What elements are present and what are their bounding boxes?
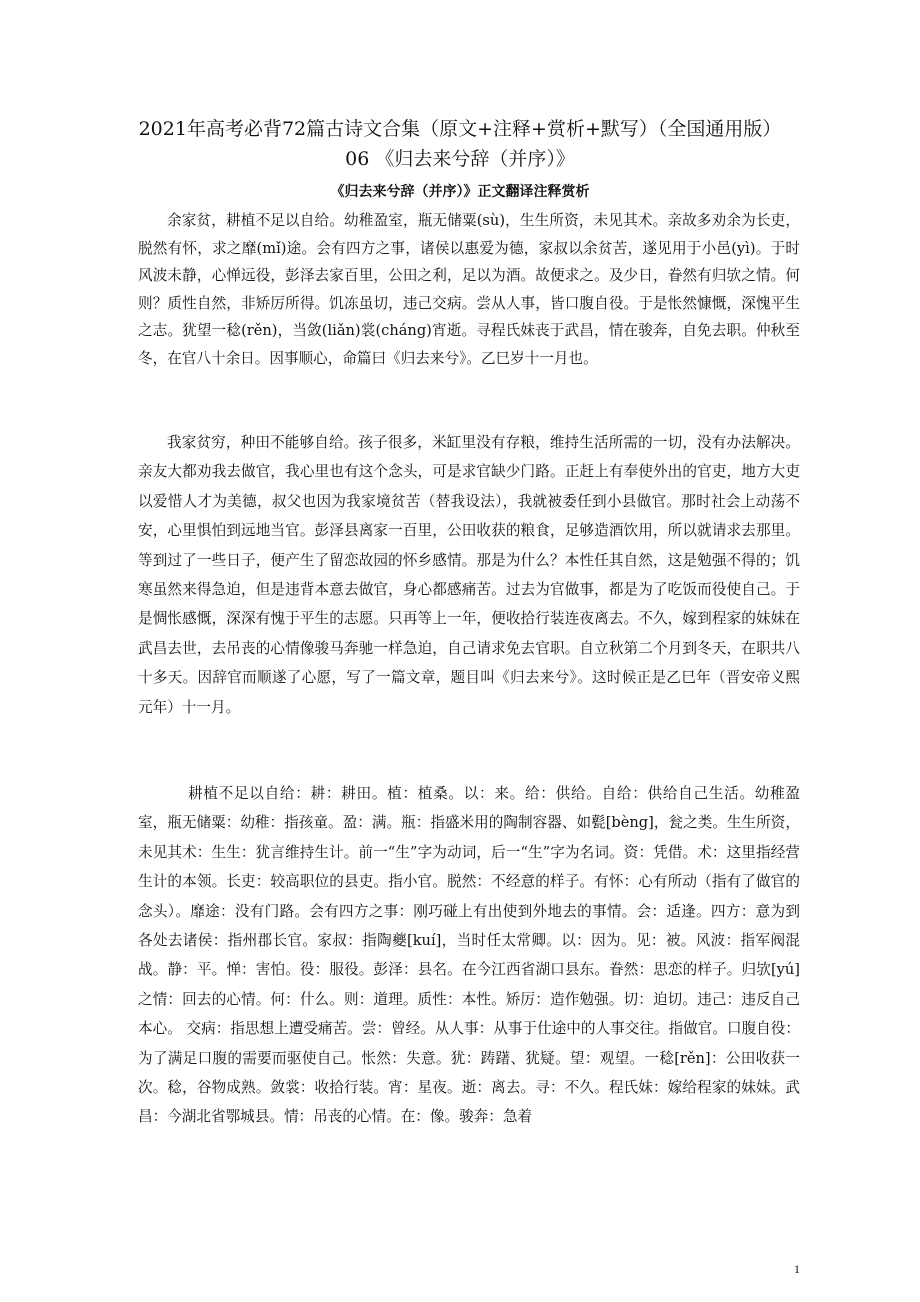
notes-paragraph: 耕植不足以自给：耕：耕田。植：植桑。以：来。给：供给。自给：供给自己生活。幼稚盈室，瓶无储粟：幼稚：指孩童。盈：满。瓶：指盛米用的陶制容器、如甏[bèng]，瓮之类。生生所资，未见其术：生生：犹言维持生计。前一“生”字为动词，后一“生”字为名词。资：凭借。术：这里指经营生计的本领。长吏：较高职位的县吏。指小官。脱然：不经意的样子。有怀：心有所动（指有了做官的念头）。靡途：没有门路。会有四方之事：刚巧碰上有出使到外地去的事情。会：适逢。四方：意为到各处去诸侯：指州郡长官。家叔：指陶夔[kuí]，当时任太常卿。以：因为。见：被。风波：指军阀混战。静：平。惮：害怕。役：服役。彭泽：县名。在今江西省湖口县东。眷然：思恋的样子。归欤[yú]之情：回去的心情。何：什么。则：道理。质性：本性。矫厉：造作勉强。切：迫切。违己：违反自己本心。 交病：指思想上遭受痛苦。尝：曾经。从人事：从事于仕途中的人事交往。指做官。口腹自役：为了满足口腹的需要而驱使自己。怅然：失意。犹：踌躇、犹疑。望：观望。一稔[rěn]：公田收获一次。稔，谷物成熟。敛裳：收拾行装。宵：星夜。逝：离去。寻：不久。程氏妹：嫁给程家的妹妹。武昌：今湖北省鄂城县。情：吊丧的心情。在：像。骏奔：急着	[138, 785, 800, 1126]
section-heading: 《归去来兮辞（并序）》正文翻译注释赏析	[330, 184, 590, 200]
original-text-paragraph: 余家贫，耕植不足以自给。幼稚盈室，瓶无储粟(sù)，生生所资，未见其术。亲故多劝余为长吏，脱然有怀，求之靡(mǐ)途。会有四方之事，诸侯以惠爱为德，家叔以余贫苦，遂见用于小邑(yì)。于时风波未静，心惮远役，彭泽去家百里，公田之利，足以为酒。故便求之。及少日，眷然有归欤之情。何则？质性自然，非矫厉所得。饥冻虽切，违己交病。尝从人事，皆口腹自役。于是怅然慷慨，深愧平生之志。犹望一稔(rěn)，当敛(liǎn)裳(cháng)宵逝。寻程氏妹丧于武昌，情在骏奔，自免去职。仲秋至冬，在官八十余日。因事顺心，命篇曰《归去来兮》。乙巳岁十一月也。	[138, 212, 800, 367]
translation-paragraph: 我家贫穷，种田不能够自给。孩子很多，米缸里没有存粮，维持生活所需的一切，没有办法解决。亲友大都劝我去做官，我心里也有这个念头，可是求官缺少门路。正赶上有奉使外出的官吏，地方大吏以爱惜人才为美德，叔父也因为我家境贫苦（替我设法），我就被委任到小县做官。那时社会上动荡不安，心里惧怕到远地当官。彭泽县离家一百里，公田收获的粮食，足够造酒饮用，所以就请求去那里。等到过了一些日子，便产生了留恋故园的怀乡感情。那是为什么？本性任其自然，这是勉强不得的；饥寒虽然来得急迫，但是违背本意去做官，身心都感痛苦。过去为官做事，都是为了吃饭而役使自己。于是惆怅感慨，深深有愧于平生的志愿。只再等上一年，便收拾行装连夜离去。不久，嫁到程家的妹妹在武昌去世，去吊丧的心情像骏马奔驰一样急迫，自己请求免去官职。自立秋第二个月到冬天，在职共八十多天。因辞官而顺遂了心愿，写了一篇文章，题目叫《归去来兮》。这时候正是乙巳年（晋安帝义熙元年）十一月。	[138, 434, 800, 716]
document-subtitle-title: 06 《归去来兮辞（并序）》	[345, 148, 575, 170]
document-title: 2021年高考必背72篇古诗文合集（原文+注释+赏析+默写）（全国通用版）	[138, 118, 782, 140]
page-number: 1	[794, 1262, 800, 1276]
